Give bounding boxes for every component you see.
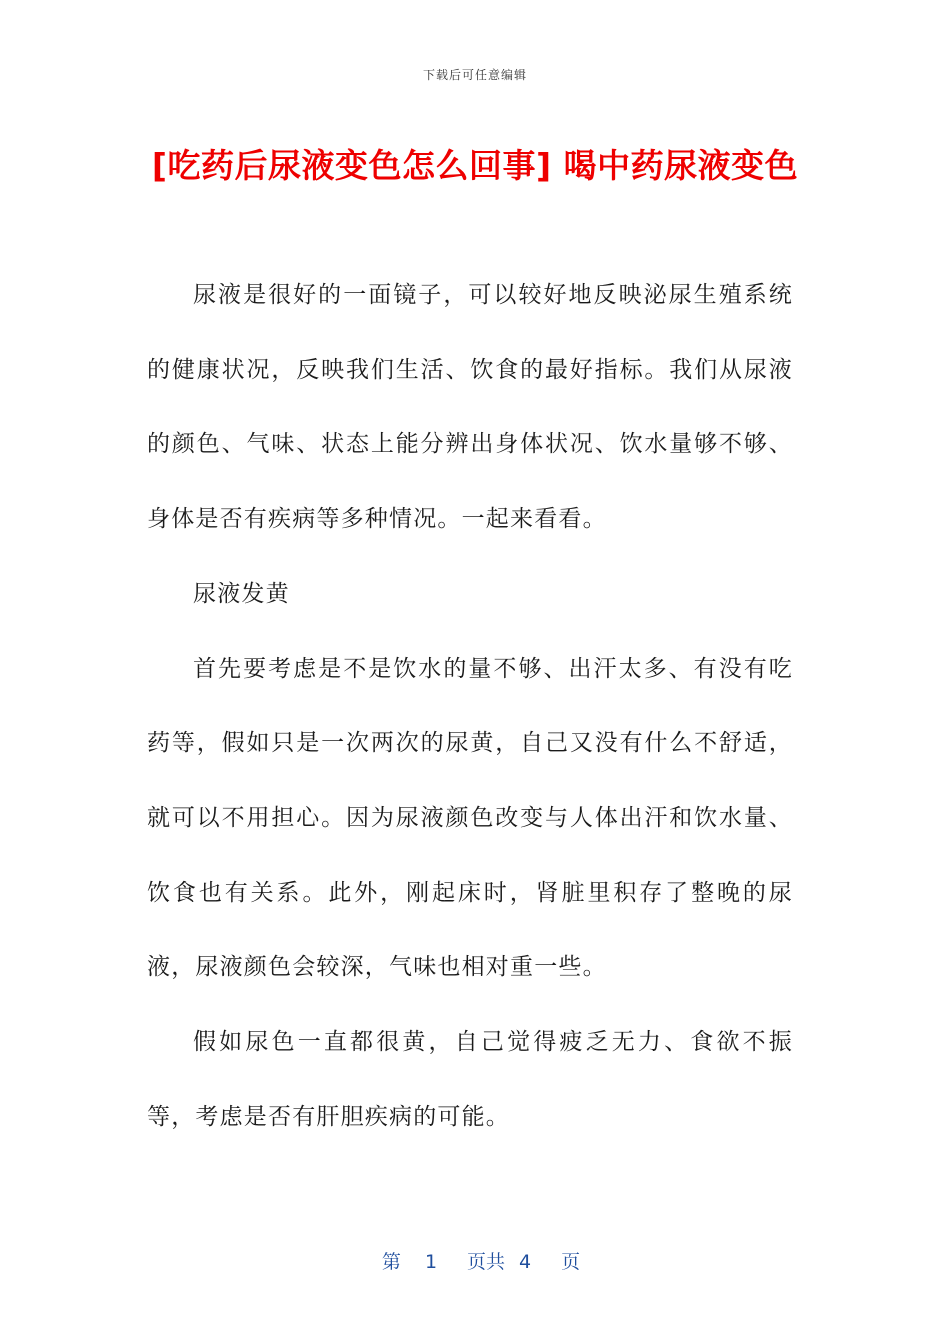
footer-page-number: 1 xyxy=(424,1251,438,1273)
section-heading-urine-yellow: 尿液发黄 xyxy=(193,580,290,607)
document-body xyxy=(147,258,793,1154)
header-note: 下载后可任意编辑 xyxy=(422,68,527,82)
page-footer xyxy=(0,1225,950,1274)
paragraph-intro: 尿液是很好的一面镜子，可以较好地反映泌尿生殖系统的健康状况，反映我们生活、饮食的最好指标。我们从尿液的颜色、气味、状态上能分辨出身体状况、饮水量够不够、身体是否有疾病等多种情况。一起来看看。 xyxy=(147,282,793,533)
footer-total-label: 页共 xyxy=(467,1251,506,1273)
document-title: [吃药后尿液变色怎么回事] 喝中药尿液变色 xyxy=(151,146,799,185)
footer-page-label: 第 xyxy=(381,1251,401,1273)
paragraph-liver-warning: 假如尿色一直都很黄，自己觉得疲乏无力、食欲不振等，考虑是否有肝胆疾病的可能。 xyxy=(147,1029,793,1130)
footer-total-pages: 4 xyxy=(519,1251,532,1273)
paragraph-causes: 首先要考虑是不是饮水的量不够、出汗太多、有没有吃药等，假如只是一次两次的尿黄，自己又没有什么不舒适，就可以不用担心。因为尿液颜色改变与人体出汗和饮水量、饮食也有关系。此外，刚起床时，肾脏里积存了整晚的尿液，尿液颜色会较深，气味也相对重一些。 xyxy=(147,655,793,981)
footer-page-suffix: 页 xyxy=(561,1251,581,1273)
